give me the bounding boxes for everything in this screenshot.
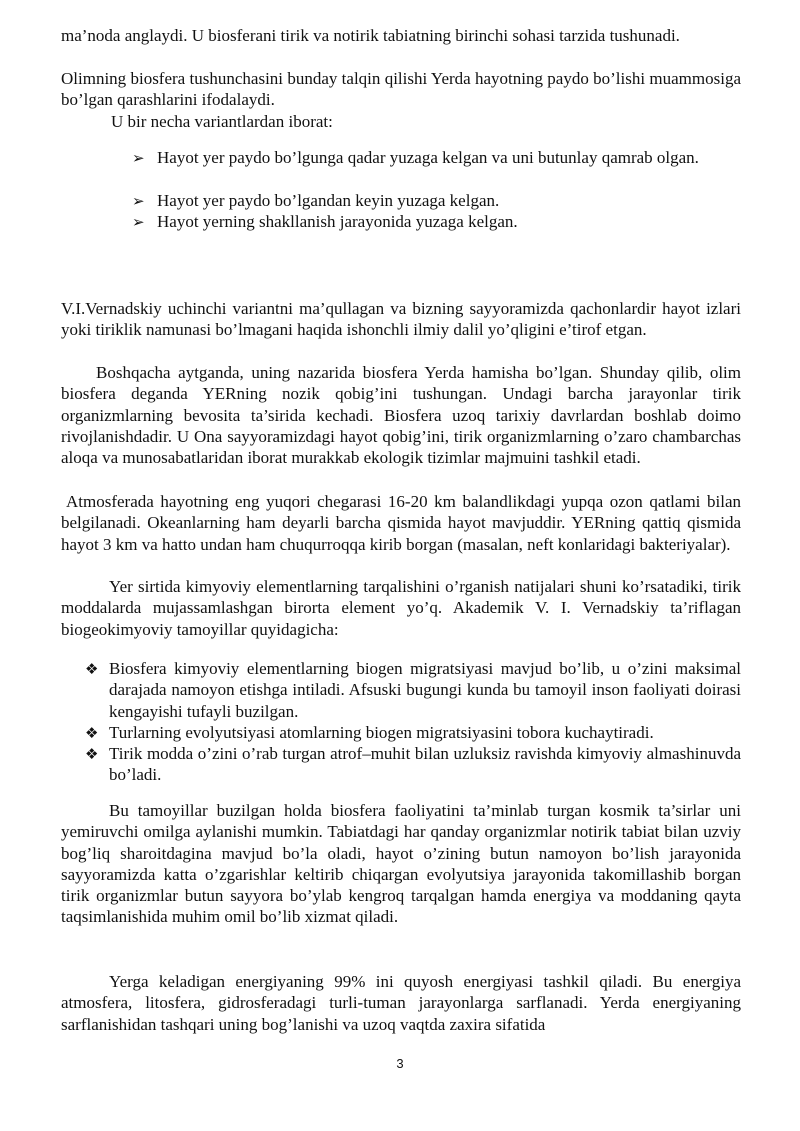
paragraph-origin-of-life: Olimning biosfera tushunchasini bunday talqin qilishi Yerda hayotning paydo bo’lishi muammosiga bo’lgan qarashlarini ifodalaydi. xyxy=(61,69,741,110)
arrowhead-bullet-icon: ➢ xyxy=(132,149,145,167)
list-item-principle-2: Turlarning evolyutsiyasi atomlarning biogen migratsiyasini tobora kuchaytiradi. xyxy=(109,723,654,742)
four-diamond-bullet-icon: ❖ xyxy=(85,745,99,763)
four-diamond-bullet-icon: ❖ xyxy=(85,660,99,678)
page-number: 3 xyxy=(396,1056,404,1071)
list-item-variant-2: Hayot yer paydo bo’lgandan keyin yuzaga kelgan. xyxy=(157,191,500,210)
arrowhead-bullet-icon: ➢ xyxy=(132,192,145,210)
four-diamond-bullet-icon: ❖ xyxy=(85,724,99,742)
list-item-variant-1: Hayot yer paydo bo’lgunga qadar yuzaga kelgan va uni butunlay qamrab olgan. xyxy=(157,148,699,167)
arrowhead-bullet-icon: ➢ xyxy=(132,213,145,231)
paragraph-chemical-elements: Yer sirtida kimyoviy elementlarning tarqalishini o’rganish natijalari shuni ko’rsatadiki, tirik moddalarda mujassamlashgan birorta element yo’q. Akademik V. I. Vernadskiy ta’riflagan biogeokimyoviy tamoyillar quyidagicha: xyxy=(61,577,741,639)
paragraph-variants-intro: U bir necha variantlardan iborat: xyxy=(111,112,333,131)
list-item-principle-3: Tirik modda o’zini o’rab turgan atrof–muhit bilan uzluksiz ravishda kimyoviy almashinuvda bo’ladi. xyxy=(109,744,741,785)
paragraph-solar-energy: Yerga keladigan energiyaning 99% ini quyosh energiyasi tashkil qiladi. Bu energiya atmosfera, litosfera, gidrosferadagi turli-tuman jarayonlarga sarflanadi. Yerda energiyaning sarflanishidan tashqari uning bog’lanishi va uzoq vaqtda zaxira sifatida xyxy=(61,972,741,1034)
paragraph-life-boundaries: Atmosferada hayotning eng yuqori chegarasi 16-20 km balandlikdagi yupqa ozon qatlami bilan belgilanadi. Okeanlarning ham deyarli barcha qismida hayot mavjuddir. YERning qattiq qismida hayot 3 km va hatto undan ham chuqurroqqa kirib borgan (masalan, neft konlaridagi bakteriyalar). xyxy=(61,492,741,554)
paragraph-biosphere-definition: ma’noda anglaydi. U biosferani tirik va notirik tabiatning birinchi sohasi tarzida tushunadi. xyxy=(61,26,680,45)
paragraph-principles-violated: Bu tamoyillar buzilgan holda biosfera faoliyatini ta’minlab turgan kosmik ta’sirlar uni yemiruvchi omilga aylanishi mumkin. Tabiatdagi har qanday organizmlar notirik tabiat bilan uzviy bog’liq sharoitdagina mavjud bo’la oladi, hayot o’zining butun namoyon bo’lish jarayonida sayyoramizda katta o’zgarishlar keltirib chiqargan evolyutsiya jarayonida takomillashib borgan tirik organizmlar butun sayyora bo’ylab kengroq tarqalgan hamda energiya va moddaning qayta taqsimlanishida muhim omil bo’lib xizmat qiladi. xyxy=(61,801,741,927)
paragraph-vernadsky-third-variant: V.I.Vernadskiy uchinchi variantni ma’qullagan va bizning sayyoramizda qachonlardir hayot izlari yoki tiriklik namunasi bo’lmagani haqida ishonchli ilmiy dalil yo’qligini e’tirof etgan. xyxy=(61,299,741,340)
list-item-variant-3: Hayot yerning shakllanish jarayonida yuzaga kelgan. xyxy=(157,212,518,231)
paragraph-biosphere-always-existed: Boshqacha aytganda, uning nazarida biosfera Yerda hamisha bo’lgan. Shunday qilib, olim biosfera deganda YERning nozik qobig’ini tushungan. Undagi barcha jarayonlar tirik organizmlarning bevosita ta’sirida kechadi. Biosfera uzoq tarixiy davrlardan boshlab doimo rivojlanishdadir. U Ona sayyoramizdagi hayot qobig’ini, tirik organizmlarning o’zaro chambarchas aloqa va munosabatlaridan iborat murakkab ekologik tizimlar majmuini tashkil etadi. xyxy=(61,363,741,468)
list-item-principle-1: Biosfera kimyoviy elementlarning biogen migratsiyasi mavjud bo’lib, u o’zini maksimal darajada namoyon etishga intiladi. Afsuski bugungi kunda bu tamoyil inson faoliyati doirasi kengayishi tufayli buzilgan. xyxy=(109,659,741,721)
